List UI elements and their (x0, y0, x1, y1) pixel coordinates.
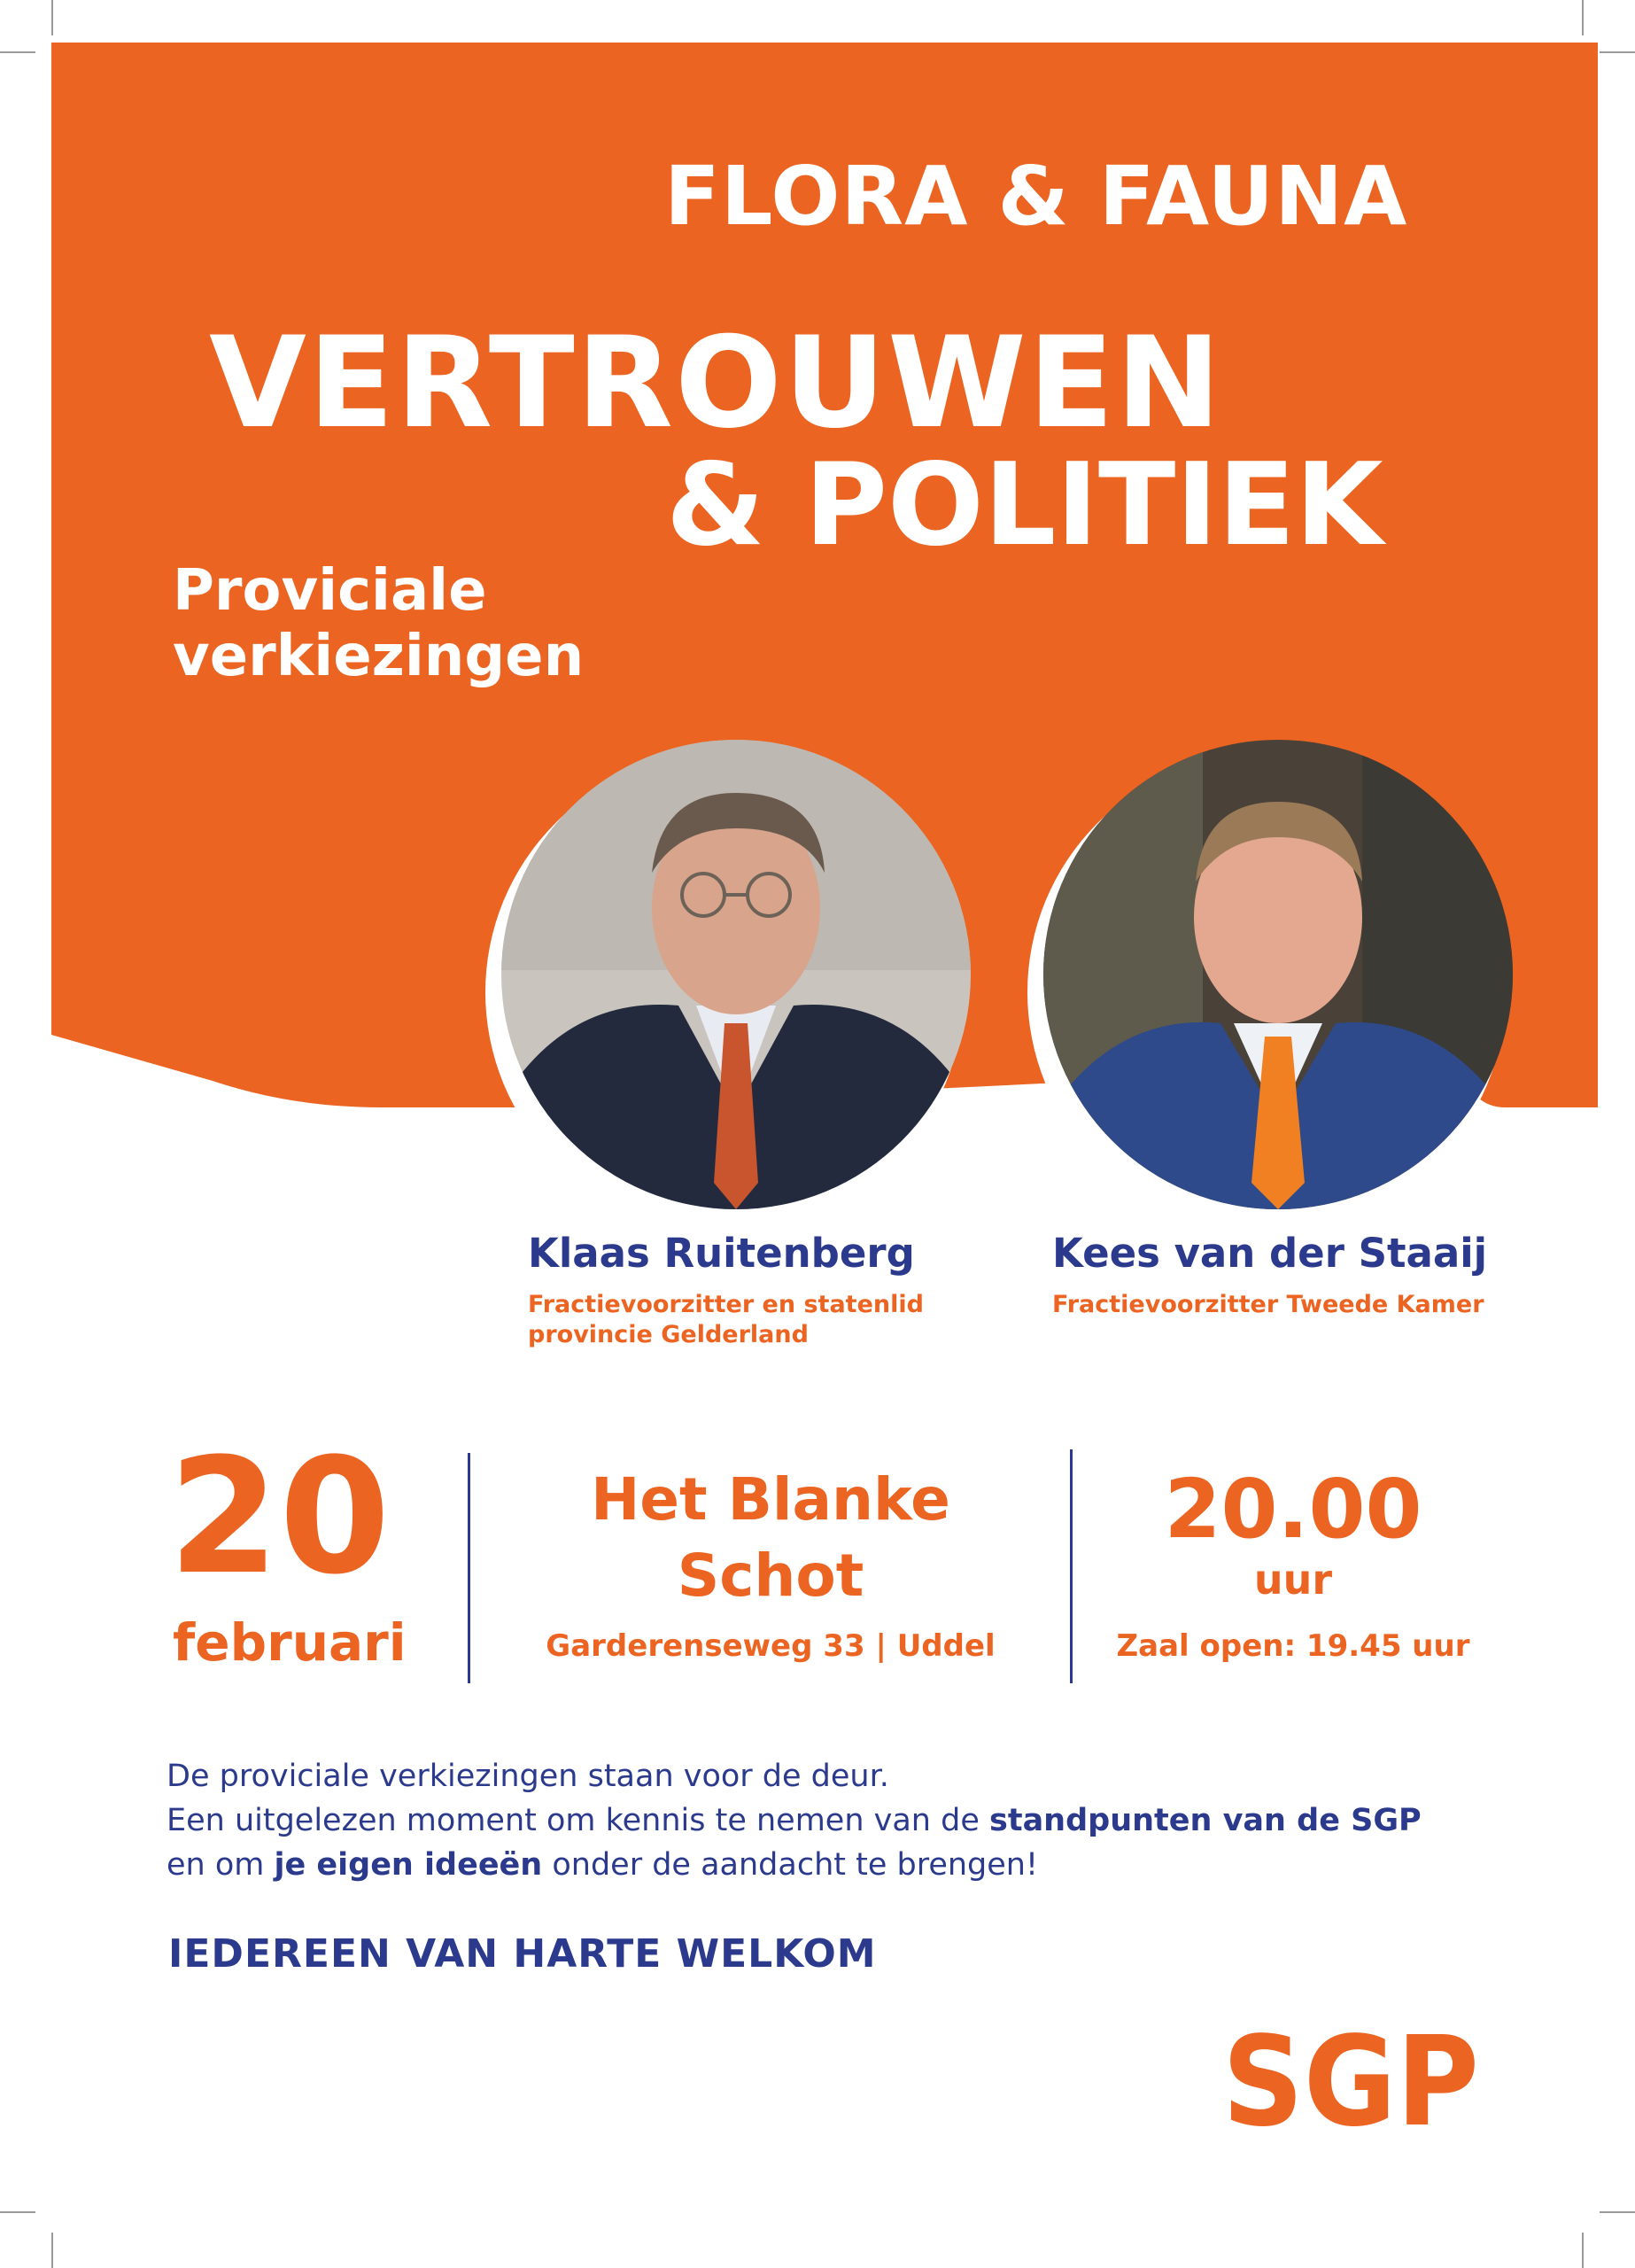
sgp-logo (1222, 2011, 1479, 2144)
event-day: 20 (168, 1425, 391, 1610)
crop-mark (1582, 2233, 1584, 2268)
divider (1070, 1449, 1073, 1683)
invitation-line-2-text: Een uitgelezen moment om kennis te nemen van de (167, 1803, 989, 1838)
event-month: februari (173, 1612, 407, 1673)
invitation-line-3-text-a: en om (167, 1847, 275, 1883)
invitation-line-2 (167, 1798, 1495, 1843)
speaker-2-role: Fractievoorzitter Tweede Kamer (1052, 1291, 1484, 1318)
venue-name (496, 1462, 1045, 1614)
divider (468, 1453, 470, 1683)
invitation-line-3-emphasis: je eigen ideeën (274, 1847, 543, 1883)
speaker-1-role-line2: provincie Gelderland (528, 1321, 809, 1348)
event-title-line2: & POLITIEK (666, 439, 1383, 571)
sgp-logo-text: SGP (1222, 2011, 1479, 2144)
crop-mark (0, 2211, 35, 2213)
event-time-unit: uur (1253, 1556, 1333, 1604)
speaker-1-name: Klaas Ruitenberg (528, 1230, 915, 1277)
speaker-2-portrait (1043, 740, 1513, 1209)
crop-mark (51, 2233, 53, 2268)
event-title-line1: VERTROUWEN (209, 310, 1223, 456)
speaker-1-role (528, 1290, 988, 1350)
invitation-text (167, 1754, 1495, 1887)
speaker-1-portrait (501, 740, 971, 1209)
election-label-line2: verkiezingen (173, 624, 585, 689)
election-label-line1: Proviciale (173, 558, 487, 624)
election-label (173, 558, 704, 689)
invitation-line-1: De proviciale verkiezingen staan voor de deur. (167, 1759, 889, 1794)
venue-address: Garderenseweg 33 | Uddel (546, 1628, 996, 1664)
venue-name-line1: Het Blanke (591, 1465, 950, 1534)
invitation-line-2-emphasis: standpunten van de SGP (989, 1803, 1422, 1838)
speaker-2-name: Kees van der Staaij (1052, 1230, 1488, 1277)
event-time: 20.00 (1164, 1462, 1422, 1557)
welcome-text: IEDEREEN VAN HARTE WELKOM (168, 1931, 877, 1977)
doors-open-time: Zaal open: 19.45 uur (1116, 1628, 1470, 1664)
invitation-line-3-text-c: onder de aandacht te brengen! (542, 1847, 1038, 1883)
event-subtitle: FLORA & FAUNA (664, 149, 1408, 244)
speaker-1-role-line1: Fractievoorzitter en statenlid (528, 1291, 924, 1318)
venue-name-line2: Schot (677, 1542, 864, 1610)
crop-mark (1600, 2211, 1635, 2213)
invitation-line-3 (167, 1843, 1495, 1887)
